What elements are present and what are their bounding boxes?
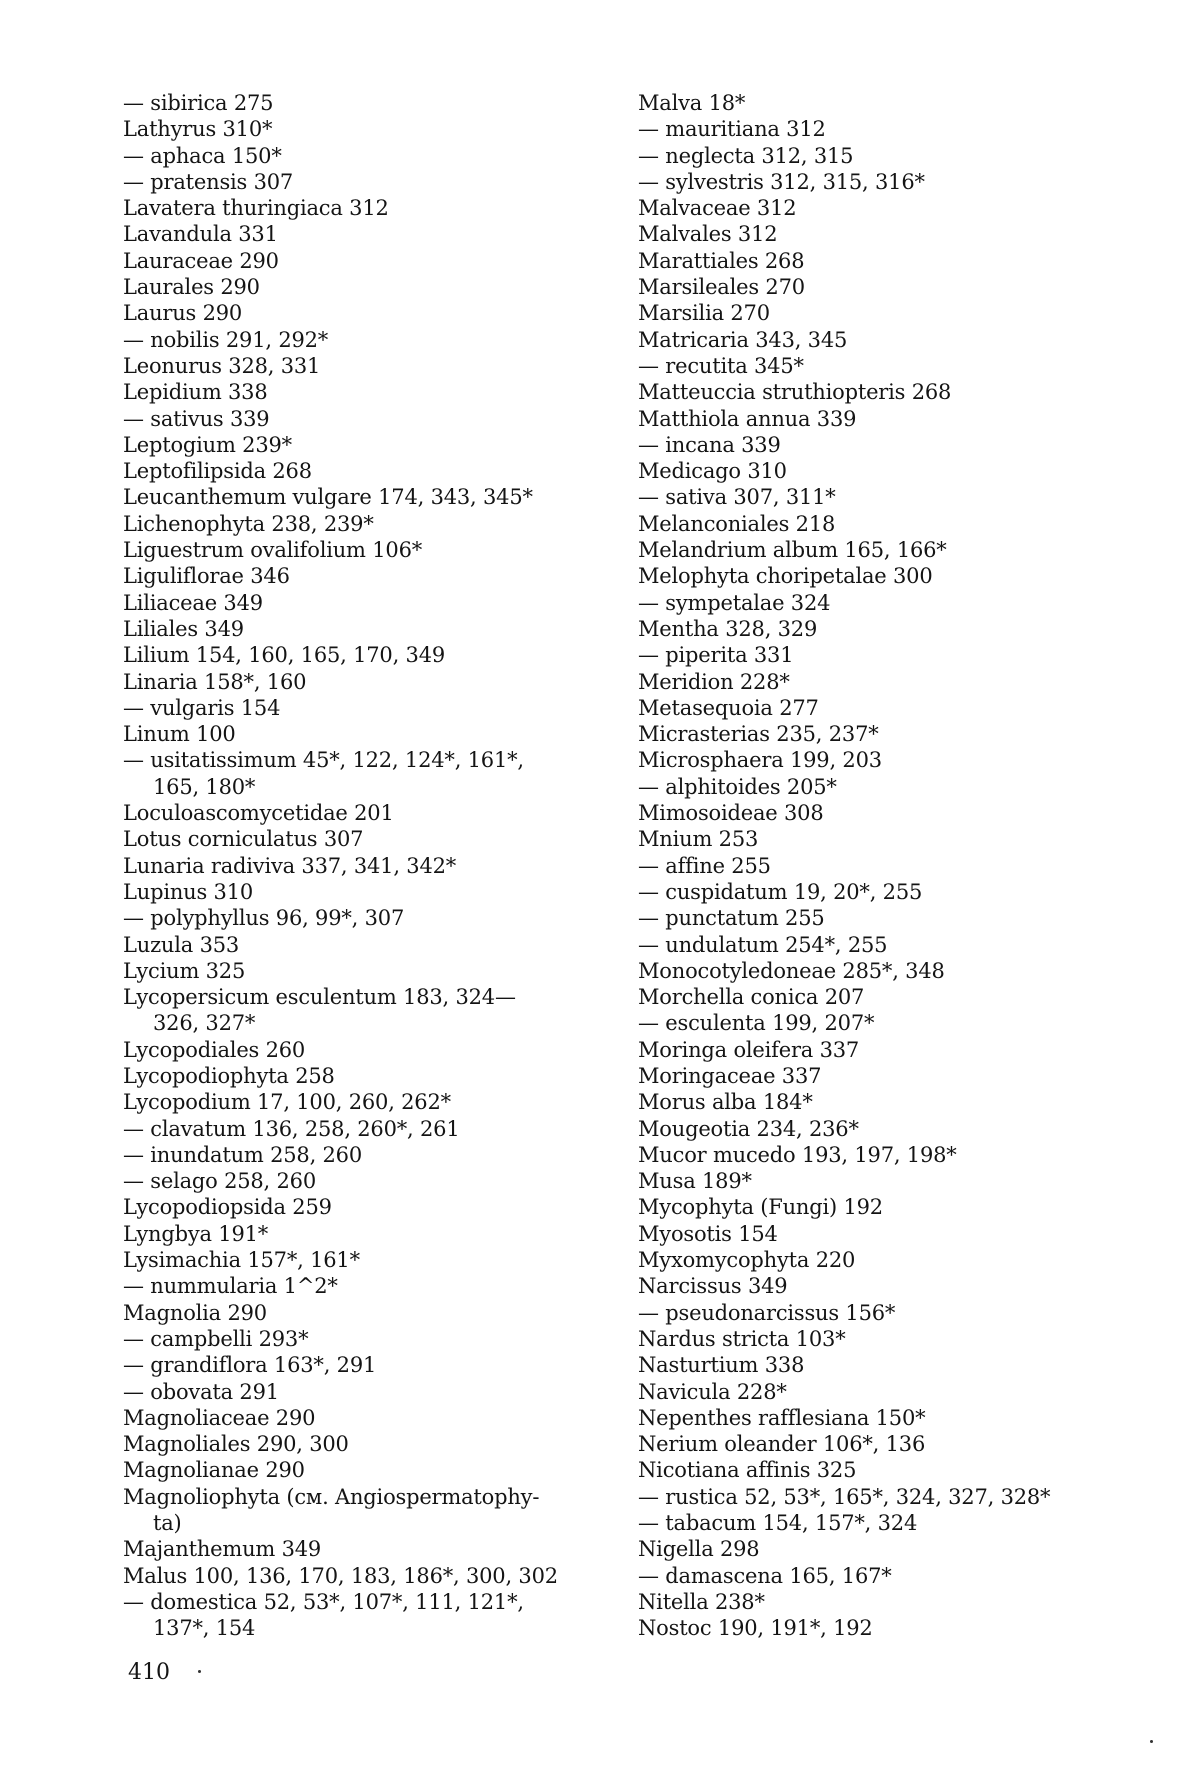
- index-entry: Liguliflorae 346: [123, 564, 290, 589]
- index-entry: — aphaca 150*: [123, 143, 282, 168]
- index-entry: Matthiola annua 339: [638, 406, 857, 431]
- index-entry: — tabacum 154, 157*, 324: [638, 1511, 918, 1536]
- index-entry: — rustica 52, 53*, 165*, 324, 327, 328*: [638, 1484, 1051, 1509]
- index-entry: Liliales 349: [123, 616, 244, 641]
- index-entry: — cuspidatum 19, 20*, 255: [638, 879, 923, 904]
- index-entry: Marsilia 270: [638, 301, 770, 326]
- index-entry: Matricaria 343, 345: [638, 327, 848, 352]
- index-entry: — sibirica 275: [123, 91, 274, 115]
- index-entry: Liguestrum ovalifolium 106*: [123, 538, 423, 563]
- index-entry: Metasequoia 277: [638, 695, 819, 720]
- index-entry: — usitatissimum 45*, 122, 124*, 161*,: [123, 748, 524, 773]
- index-entry: Microsphaera 199, 203: [638, 748, 882, 773]
- index-entry-continuation: 165, 180*: [153, 774, 256, 799]
- index-entry: Laurus 290: [123, 301, 243, 326]
- index-column-right: [638, 90, 1138, 1642]
- index-entry: Lycopersicum esculentum 183, 324—: [123, 985, 516, 1010]
- index-entry: Linaria 158*, 160: [123, 669, 307, 694]
- index-entry: — mauritiana 312: [638, 117, 826, 142]
- index-entry: — sativus 339: [123, 406, 270, 431]
- index-entry: — sativa 307, 311*: [638, 485, 836, 510]
- index-entry: Leptogium 239*: [123, 432, 292, 457]
- index-entry: Melandrium album 165, 166*: [638, 538, 947, 563]
- index-entry: Nardus stricta 103*: [638, 1326, 846, 1351]
- index-entry: Laurales 290: [123, 275, 260, 300]
- index-entry: — alphitoides 205*: [638, 774, 837, 799]
- index-entry: Magnoliophyta (см. Angiospermatophy-: [123, 1484, 540, 1509]
- index-entry-continuation: 137*, 154: [153, 1616, 256, 1641]
- index-entry: — esculenta 199, 207*: [638, 1011, 875, 1036]
- index-entry: — undulatum 254*, 255: [638, 932, 888, 957]
- index-entry: — vulgaris 154: [123, 695, 281, 720]
- index-entry: — selago 258, 260: [123, 1169, 316, 1194]
- index-entry: Lycopodiales 260: [123, 1037, 306, 1062]
- index-entry: Medicago 310: [638, 459, 787, 484]
- index-entry: Lauraceae 290: [123, 248, 279, 273]
- index-entry: — affine 255: [638, 853, 771, 878]
- index-entry: — sympetalae 324: [638, 590, 831, 615]
- index-entry: Nostoc 190, 191*, 192: [638, 1616, 873, 1641]
- index-entry: Magnoliales 290, 300: [123, 1432, 349, 1457]
- index-entry: Lycopodiophyta 258: [123, 1063, 335, 1088]
- index-entry: Narcissus 349: [638, 1274, 788, 1299]
- index-entry: Malus 100, 136, 170, 183, 186*, 300, 302: [123, 1563, 558, 1588]
- index-entry-continuation: 326, 327*: [153, 1011, 256, 1036]
- index-entry: Moringaceae 337: [638, 1063, 822, 1088]
- index-entry: Luzula 353: [123, 932, 240, 957]
- print-speck: [198, 1670, 201, 1673]
- index-entry: — nobilis 291, 292*: [123, 327, 329, 352]
- index-entry: Nicotiana affinis 325: [638, 1458, 857, 1483]
- index-entry: Nasturtium 338: [638, 1353, 805, 1378]
- index-entry: Lysimachia 157*, 161*: [123, 1248, 360, 1273]
- index-entry: — obovata 291: [123, 1379, 279, 1404]
- index-entry: Majanthemum 349: [123, 1537, 322, 1562]
- index-entry: Mucor mucedo 193, 197, 198*: [638, 1142, 957, 1167]
- page-number: 410: [128, 1660, 170, 1685]
- index-entry: — neglecta 312, 315: [638, 143, 854, 168]
- index-entry: Malvaceae 312: [638, 196, 797, 221]
- index-entry: Liliaceae 349: [123, 590, 263, 615]
- index-entry: — domestica 52, 53*, 107*, 111, 121*,: [123, 1589, 524, 1614]
- index-entry: Nepenthes rafflesiana 150*: [638, 1405, 926, 1430]
- index-entry: — nummularia 1^2*: [123, 1274, 338, 1299]
- index-entry: — recutita 345*: [638, 353, 804, 378]
- index-entry: — clavatum 136, 258, 260*, 261: [123, 1116, 460, 1141]
- index-entry: Mycophyta (Fungi) 192: [638, 1195, 883, 1220]
- index-entry: Micrasterias 235, 237*: [638, 722, 879, 747]
- index-entry: Meridion 228*: [638, 669, 790, 694]
- index-entry: — grandiflora 163*, 291: [123, 1353, 377, 1378]
- index-entry: Mentha 328, 329: [638, 616, 818, 641]
- index-entry: Malva 18*: [638, 91, 746, 115]
- index-entry: Leonurus 328, 331: [123, 353, 321, 378]
- index-entry: Mougeotia 234, 236*: [638, 1116, 859, 1141]
- index-entry: Lavatera thuringiaca 312: [123, 196, 389, 221]
- index-entry: Lotus corniculatus 307: [123, 827, 364, 852]
- index-entry: — piperita 331: [638, 643, 794, 668]
- index-entry: Marattiales 268: [638, 248, 805, 273]
- index-entry: Musa 189*: [638, 1169, 752, 1194]
- index-entry: Leptofilipsida 268: [123, 459, 312, 484]
- index-entry: Malvales 312: [638, 222, 778, 247]
- index-entry: Lupinus 310: [123, 879, 254, 904]
- index-entry: — sylvestris 312, 315, 316*: [638, 169, 925, 194]
- index-entry: Magnolia 290: [123, 1300, 267, 1325]
- index-entry: Nitella 238*: [638, 1589, 765, 1614]
- index-entry: Morchella conica 207: [638, 985, 865, 1010]
- index-entry: Mnium 253: [638, 827, 759, 852]
- index-entry: Myxomycophyta 220: [638, 1248, 856, 1273]
- index-entry: Navicula 228*: [638, 1379, 787, 1404]
- index-entry: Lilium 154, 160, 165, 170, 349: [123, 643, 446, 668]
- index-entry: Melanconiales 218: [638, 511, 836, 536]
- index-entry: Lycium 325: [123, 958, 246, 983]
- index-entry: Marsileales 270: [638, 275, 805, 300]
- index-entry: Nigella 298: [638, 1537, 760, 1562]
- index-entry: Lepidium 338: [123, 380, 268, 405]
- index-entry: Lichenophyta 238, 239*: [123, 511, 374, 536]
- index-entry: Lathyrus 310*: [123, 117, 273, 142]
- index-entry: Melophyta choripetalae 300: [638, 564, 933, 589]
- index-entry: Morus alba 184*: [638, 1090, 813, 1115]
- index-entry: Lycopodium 17, 100, 260, 262*: [123, 1090, 451, 1115]
- index-entry: Linum 100: [123, 722, 236, 747]
- index-entry: Myosotis 154: [638, 1221, 778, 1246]
- index-entry: Lycopodiopsida 259: [123, 1195, 332, 1220]
- index-entry: — pratensis 307: [123, 169, 294, 194]
- index-entry: — punctatum 255: [638, 906, 825, 931]
- index-entry: Nerium oleander 106*, 136: [638, 1432, 926, 1457]
- index-entry: Loculoascomycetidae 201: [123, 801, 394, 826]
- index-entry: Leucanthemum vulgare 174, 343, 345*: [123, 485, 533, 510]
- index-entry: Monocotyledoneae 285*, 348: [638, 958, 945, 983]
- index-entry: Magnolianae 290: [123, 1458, 305, 1483]
- index-entry: — inundatum 258, 260: [123, 1142, 362, 1167]
- index-entry: — incana 339: [638, 432, 781, 457]
- index-entry: — pseudonarcissus 156*: [638, 1300, 896, 1325]
- index-entry: — polyphyllus 96, 99*, 307: [123, 906, 405, 931]
- index-entry: Matteuccia struthiopteris 268: [638, 380, 952, 405]
- index-entry-continuation: ta): [153, 1511, 182, 1536]
- index-entry: Magnoliaceae 290: [123, 1405, 316, 1430]
- index-entry: Moringa oleifera 337: [638, 1037, 860, 1062]
- print-speck: [1150, 1740, 1153, 1743]
- index-entry: — campbelli 293*: [123, 1326, 309, 1351]
- index-entry: Lavandula 331: [123, 222, 278, 247]
- index-entry: Mimosoideae 308: [638, 801, 824, 826]
- index-entry: — damascena 165, 167*: [638, 1563, 892, 1588]
- index-entry: Lunaria radiviva 337, 341, 342*: [123, 853, 457, 878]
- index-column-left: [123, 90, 623, 1642]
- index-entry: Lyngbya 191*: [123, 1221, 269, 1246]
